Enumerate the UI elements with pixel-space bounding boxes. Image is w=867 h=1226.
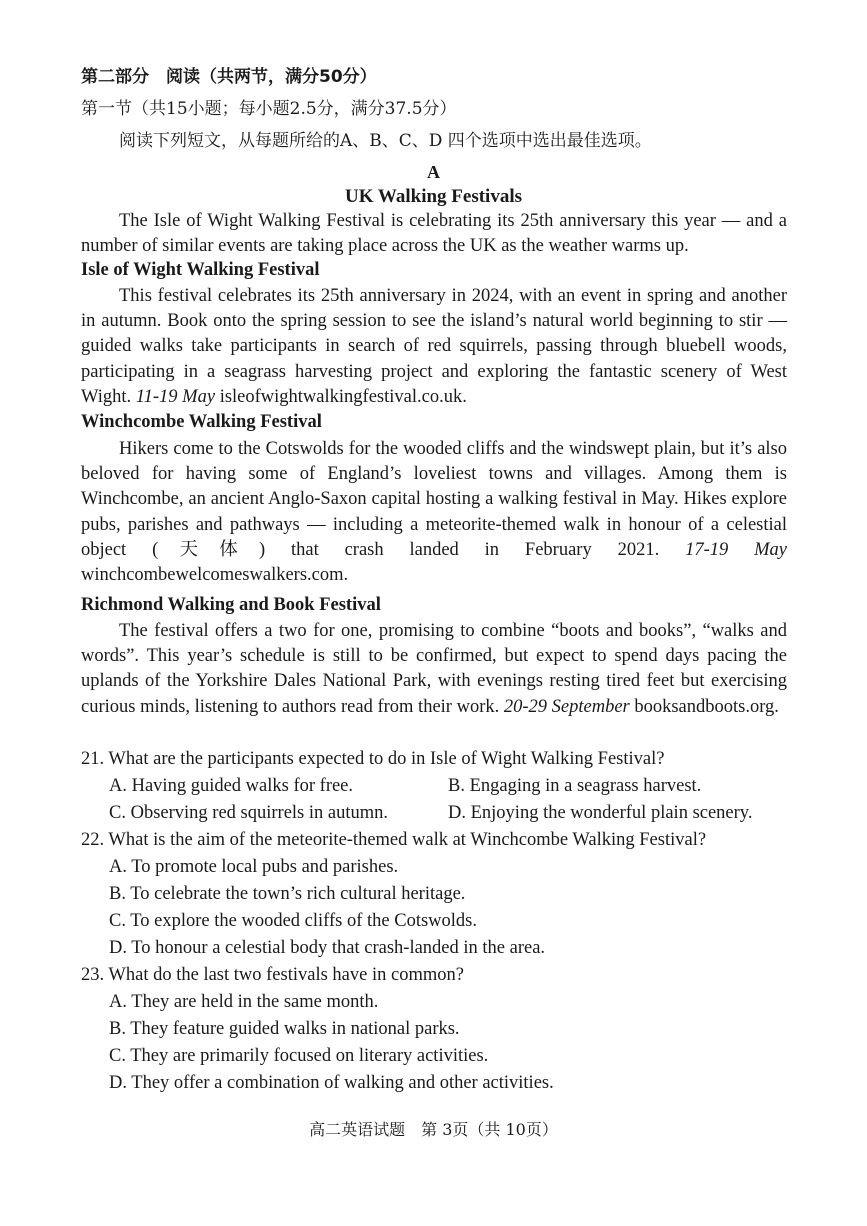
festival-dates: 20-29 September (503, 696, 630, 717)
festival-text-isle-of-wight (81, 284, 787, 410)
festival-body: Hikers come to the Cotswolds for the wooded cliffs and the windswept plain, but it’s also beloved for having some of England’s loveliest towns and villages. Among them is Winchcombe, an ancient Anglo-Saxon capital hosting a walking festival in May. Hikes explore pubs, parishes and pathways — including a meteorite-themed walk in honour of a celestial object (天体) that crash landed in February 2021. (81, 439, 787, 560)
instruction: 阅读下列短文，从每题所给的A、B、C、D 四个选项中选出最佳选项。 (119, 131, 652, 151)
question-22-option-a: A. To promote local pubs and parishes. (109, 857, 399, 877)
festival-body: The festival offers a two for one, promising to combine “boots and books”, “walks and words”. This year’s schedule is still to be confirmed, but expect to spend days pacing the uplands of the Yorkshire Dales National Park, with evenings resting tired feet but exercising curious minds, listening to authors read from their work. (81, 621, 787, 717)
festival-website: booksandboots.org. (634, 696, 779, 717)
question-21-stem: 21. What are the participants expected to do in Isle of Wight Walking Festival? (81, 749, 665, 769)
question-21-option-a: A. Having guided walks for free. (109, 776, 354, 796)
question-23-option-b: B. They feature guided walks in national parks. (109, 1019, 460, 1039)
festival-heading-isle-of-wight: Isle of Wight Walking Festival (81, 260, 320, 280)
page-footer: 高二英语试题 第 3页（共 10页） (309, 1120, 558, 1139)
question-22-option-d: D. To honour a celestial body that crash-landed in the area. (109, 938, 546, 958)
section-heading: 第二部分 阅读（共两节，满分50分） (81, 67, 377, 87)
question-22-option-c: C. To explore the wooded cliffs of the Cotswolds. (109, 911, 477, 931)
question-22-stem: 22. What is the aim of the meteorite-themed walk at Winchcombe Walking Festival? (81, 830, 707, 850)
section-subheading: 第一节（共15小题；每小题2.5分，满分37.5分） (81, 99, 457, 119)
passage-intro: The Isle of Wight Walking Festival is celebrating its 25th anniversary this year — and a number of similar events are taking place across the UK as the weather warms up. (81, 211, 787, 257)
festival-text-winchcombe (81, 437, 787, 588)
festival-dates: 11-19 May (135, 386, 216, 407)
festival-body: This festival celebrates its 25th anniversary in 2024, with an event in spring and another in autumn. Book onto the spring session to see the island’s natural world beginning to stir — guided walks take participants in search of red squirrels, passing through bluebell woods, participating in a seagrass harvesting project and exploring the fantastic scenery of West Wight. (81, 286, 787, 407)
question-22-option-b: B. To celebrate the town’s rich cultural heritage. (109, 884, 466, 904)
festival-heading-winchcombe: Winchcombe Walking Festival (81, 412, 322, 432)
question-23-option-a: A. They are held in the same month. (109, 992, 379, 1012)
question-21-option-b: B. Engaging in a seagrass harvest. (448, 776, 702, 796)
passage-letter: A (427, 162, 440, 182)
festival-website: winchcombewelcomeswalkers.com. (81, 565, 349, 586)
question-21-option-c: C. Observing red squirrels in autumn. (109, 803, 388, 823)
festival-website: isleofwightwalkingfestival.co.uk. (219, 386, 467, 407)
festival-text-richmond (81, 619, 787, 720)
festival-dates: 17-19 May (685, 539, 787, 560)
festival-heading-richmond: Richmond Walking and Book Festival (81, 595, 381, 615)
question-23-option-c: C. They are primarily focused on literary activities. (109, 1046, 489, 1066)
question-21-option-d: D. Enjoying the wonderful plain scenery. (448, 803, 753, 823)
question-23-stem: 23. What do the last two festivals have in common? (81, 965, 464, 985)
passage-title: UK Walking Festivals (344, 186, 522, 207)
question-23-option-d: D. They offer a combination of walking and other activities. (109, 1073, 554, 1093)
